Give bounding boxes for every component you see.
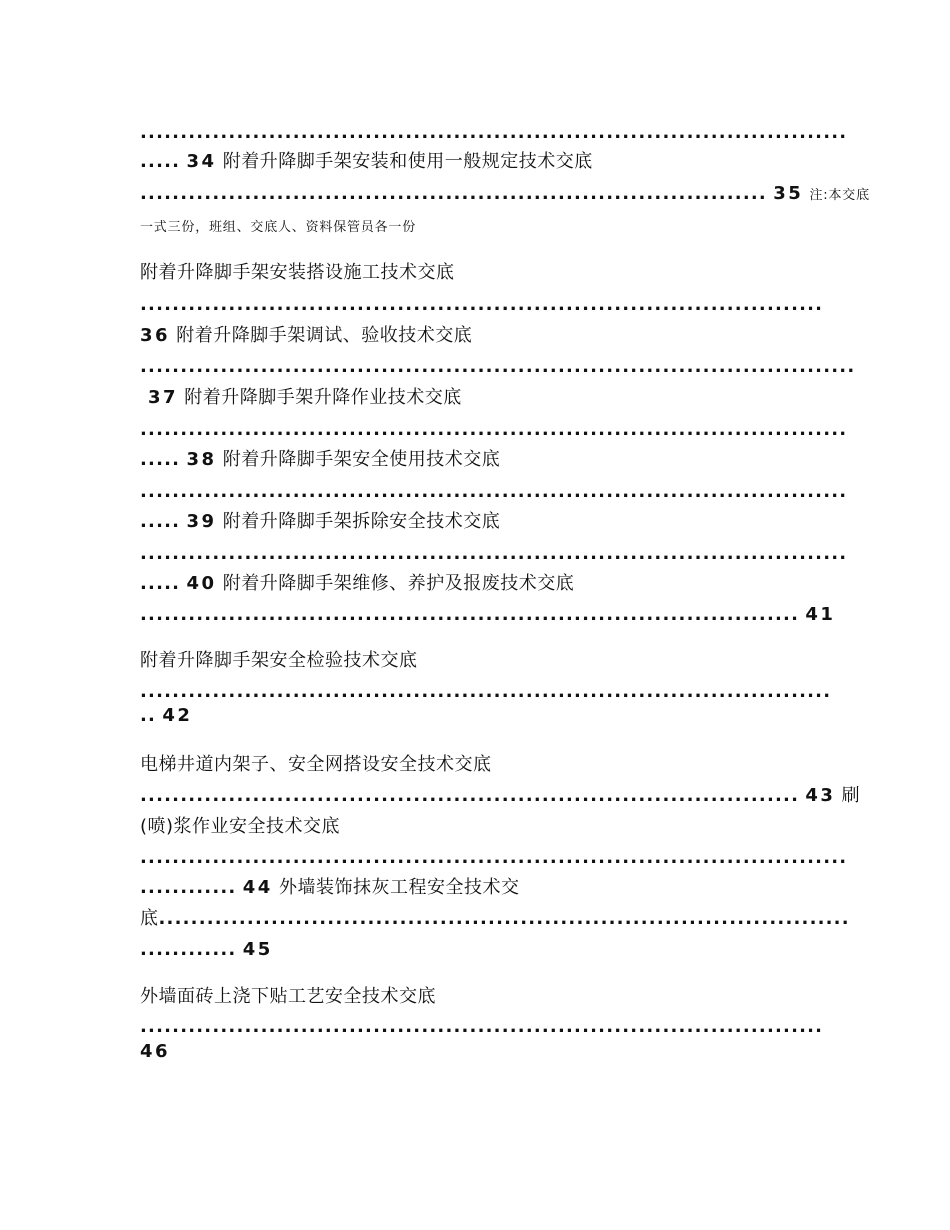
- entry-title: 附着升降脚手架升降作业技术交底: [184, 387, 462, 408]
- entry-title: 附着升降脚手架安全使用技术交底: [222, 449, 501, 470]
- toc-leader-line: ........................................................................................: [140, 419, 848, 440]
- entry-title: 附着升降脚手架安装和使用一般规定技术交底: [222, 151, 593, 172]
- toc-leader-line: ........................................................................................: [140, 122, 848, 143]
- toc-leader-line: .........................................................................................: [140, 356, 856, 377]
- entry-title-end: 底: [140, 908, 159, 929]
- toc-entry-title: 外墙面砖上浇下贴工艺安全技术交底: [140, 986, 436, 1007]
- toc-entry-title: 附着升降脚手架安全检验技术交底: [140, 650, 418, 671]
- toc-entry: ..... 38 附着升降脚手架安全使用技术交底: [140, 449, 501, 470]
- note-text: 注:本交底: [809, 188, 870, 203]
- toc-leader-line: .....................................................................................: [140, 1016, 824, 1037]
- toc-entry: [140, 324, 472, 348]
- toc-entry: ..... 39 附着升降脚手架拆除安全技术交底: [140, 511, 501, 532]
- page-number: 42: [162, 705, 193, 726]
- toc-entry: ..... 34 附着升降脚手架安装和使用一般规定技术交底: [140, 151, 593, 172]
- toc-entry: ............ 45: [140, 939, 273, 960]
- toc-leader-line: ........................................................................................: [140, 481, 848, 502]
- toc-entry: [148, 386, 462, 410]
- page-number: 41: [805, 604, 836, 625]
- toc-entry: .................................................................................. 41: [140, 604, 836, 625]
- toc-leader-line: ........................................................................................: [140, 847, 848, 868]
- page-number: 46: [140, 1041, 171, 1062]
- note-continuation: 一式三份，班组、交底人、资料保管员各一份: [140, 220, 417, 235]
- toc-entry-title: (喷)浆作业安全技术交底: [140, 816, 341, 837]
- toc-entry-title: 附着升降脚手架安装搭设施工技术交底: [140, 262, 455, 283]
- toc-entry-title: 电梯井道内架子、安全网搭设安全技术交底: [140, 754, 492, 775]
- toc-entry: 底......................................................................................: [140, 908, 850, 929]
- page-number: 37: [148, 387, 179, 408]
- toc-leader-line: .....................................................................................: [140, 294, 824, 315]
- toc-entry: .................................................................................. 43 刷: [140, 785, 861, 806]
- page-number: 36: [140, 325, 171, 346]
- toc-leader-line: ......................................................................................: [140, 681, 832, 702]
- toc-entry: .............................................................................. 35 注:本交底: [140, 183, 870, 204]
- page-number: 44: [242, 877, 273, 898]
- page-number: 40: [186, 573, 217, 594]
- toc-leader-line: ........................................................................................: [140, 543, 848, 564]
- page-number: 38: [186, 449, 217, 470]
- page-number: 45: [242, 939, 273, 960]
- page-number: 35: [773, 183, 804, 204]
- toc-entry: [140, 1040, 170, 1064]
- page-number: 43: [805, 785, 836, 806]
- page-number: 39: [186, 511, 217, 532]
- toc-entry: ..... 40 附着升降脚手架维修、养护及报废技术交底: [140, 573, 575, 594]
- entry-title: 附着升降脚手架调试、验收技术交底: [176, 325, 473, 346]
- page-number: 34: [186, 151, 217, 172]
- entry-title: 附着升降脚手架维修、养护及报废技术交底: [222, 573, 575, 594]
- entry-title: 附着升降脚手架拆除安全技术交底: [222, 511, 501, 532]
- toc-entry: ............ 44 外墙装饰抹灰工程安全技术交: [140, 877, 520, 898]
- entry-title: 外墙装饰抹灰工程安全技术交: [279, 877, 520, 898]
- entry-title-start: 刷: [841, 785, 861, 806]
- toc-entry: .. 42: [140, 705, 193, 726]
